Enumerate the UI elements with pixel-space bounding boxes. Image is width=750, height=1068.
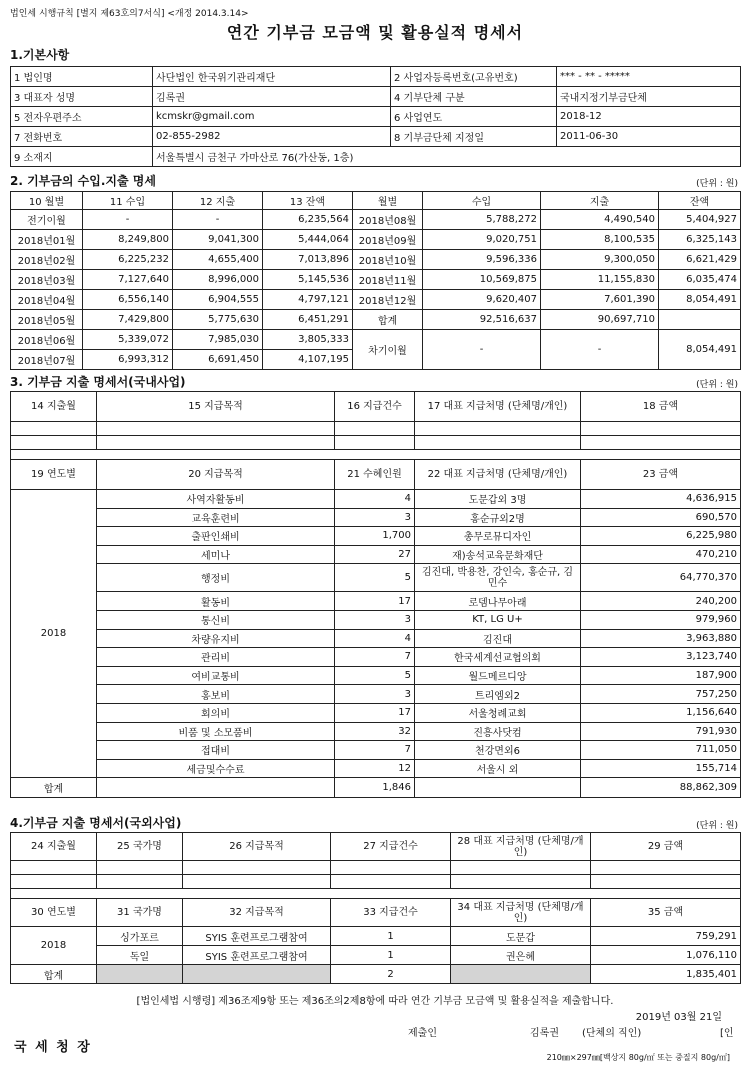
month-cell: 2018년05월 bbox=[11, 310, 83, 330]
income-cell: 6,556,140 bbox=[83, 290, 173, 310]
section4-heading: 4.기부금 지출 명세서(국외사업) bbox=[10, 816, 182, 830]
column-header: 22 대표 지급처명 (단체명/개인) bbox=[415, 460, 581, 490]
income-cell: 10,569,875 bbox=[423, 270, 541, 290]
empty-cell bbox=[11, 422, 97, 436]
income-cell: 8,249,800 bbox=[83, 230, 173, 250]
column-header: 30 연도별 bbox=[11, 899, 97, 927]
field-label: 7 전화번호 bbox=[11, 127, 153, 147]
payee-cell: 월드메르디앙 bbox=[415, 666, 581, 685]
table-row bbox=[11, 490, 741, 509]
carry-expense: - bbox=[541, 330, 659, 370]
payee-cell: 트리엠외2 bbox=[415, 685, 581, 704]
empty-row bbox=[11, 436, 741, 450]
expense-cell: 6,904,555 bbox=[173, 290, 263, 310]
income-cell: 9,020,751 bbox=[423, 230, 541, 250]
expense-cell: 5,775,630 bbox=[173, 310, 263, 330]
section3-heading: 3. 기부금 지출 명세서(국내사업) bbox=[10, 375, 186, 389]
count-cell: 1 bbox=[331, 946, 451, 965]
income-expense-table bbox=[10, 191, 741, 370]
basic-info-row bbox=[11, 127, 741, 147]
payee-cell: 도문갑외 3명 bbox=[415, 490, 581, 509]
balance-cell: 6,621,429 bbox=[659, 250, 741, 270]
balance-cell: 4,107,195 bbox=[263, 350, 353, 370]
table-row bbox=[11, 666, 741, 685]
purpose-cell: 차량유지비 bbox=[97, 629, 335, 648]
balance-cell: 6,035,474 bbox=[659, 270, 741, 290]
header-row bbox=[11, 192, 741, 210]
count-cell: 5 bbox=[335, 564, 415, 592]
basic-info-row bbox=[11, 67, 741, 87]
income-cell: 5,788,272 bbox=[423, 210, 541, 230]
empty-cell bbox=[97, 861, 183, 875]
purpose-cell: 접대비 bbox=[97, 741, 335, 760]
column-header: 10 월별 bbox=[11, 192, 83, 210]
total-count: 1,846 bbox=[335, 778, 415, 798]
carry-label: 차기이월 bbox=[353, 330, 423, 370]
field-value: 02-855-2982 bbox=[153, 127, 391, 147]
field-value: *** - ** - ***** bbox=[557, 67, 741, 87]
field-label: 6 사업연도 bbox=[391, 107, 557, 127]
expense-cell: 9,300,050 bbox=[541, 250, 659, 270]
payee-cell: 총무로뮤디자인 bbox=[415, 527, 581, 546]
header-row bbox=[11, 460, 741, 490]
field-label: 5 전자우편주소 bbox=[11, 107, 153, 127]
purpose-cell: 행정비 bbox=[97, 564, 335, 592]
submitter-label: 제출인 bbox=[408, 1028, 437, 1039]
table-row bbox=[11, 629, 741, 648]
balance-cell: 5,145,536 bbox=[263, 270, 353, 290]
empty-cell bbox=[331, 861, 451, 875]
table-row bbox=[11, 250, 741, 270]
total-label: 합계 bbox=[11, 965, 97, 984]
country-cell: 독일 bbox=[97, 946, 183, 965]
submitter-name: 김록권 bbox=[530, 1028, 559, 1039]
purpose-cell: 회의비 bbox=[97, 703, 335, 722]
field-value: kcmskr@gmail.com bbox=[153, 107, 391, 127]
column-header: 21 수혜인원 bbox=[335, 460, 415, 490]
count-cell: 3 bbox=[335, 508, 415, 527]
address-value: 서울특별시 금천구 가마산로 76(가산동, 1층) bbox=[153, 147, 741, 167]
income-cell: - bbox=[83, 210, 173, 230]
balance-cell: 8,054,491 bbox=[659, 290, 741, 310]
column-header: 잔액 bbox=[659, 192, 741, 210]
table-row bbox=[11, 946, 741, 965]
total-amount: 1,835,401 bbox=[591, 965, 741, 984]
empty-cell bbox=[183, 875, 331, 889]
balance-cell: 3,805,333 bbox=[263, 330, 353, 350]
payee-cell: 서울시 외 bbox=[415, 759, 581, 778]
count-cell: 1,700 bbox=[335, 527, 415, 546]
field-value: 2011-06-30 bbox=[557, 127, 741, 147]
spacer-row bbox=[11, 889, 741, 899]
purpose-cell: 관리비 bbox=[97, 648, 335, 667]
expense-cell: - bbox=[173, 210, 263, 230]
month-cell: 2018년08월 bbox=[353, 210, 423, 230]
payee-cell: 김진대, 박용찬, 강인숙, 홍순규, 김민수 bbox=[415, 564, 581, 592]
spacer-cell bbox=[11, 889, 741, 899]
table-row bbox=[11, 270, 741, 290]
amount-cell: 3,963,880 bbox=[581, 629, 741, 648]
column-header: 15 지급목적 bbox=[97, 392, 335, 422]
amount-cell: 155,714 bbox=[581, 759, 741, 778]
column-header: 32 지급목적 bbox=[183, 899, 331, 927]
carry-balance: 8,054,491 bbox=[659, 330, 741, 370]
empty-cell bbox=[97, 436, 335, 450]
payee-cell: 권은혜 bbox=[451, 946, 591, 965]
expense-cell: 4,655,400 bbox=[173, 250, 263, 270]
country-cell: 싱가포르 bbox=[97, 927, 183, 946]
count-cell: 12 bbox=[335, 759, 415, 778]
balance-cell: 5,404,927 bbox=[659, 210, 741, 230]
amount-cell: 6,225,980 bbox=[581, 527, 741, 546]
empty-cell bbox=[591, 875, 741, 889]
balance-cell: 6,235,564 bbox=[263, 210, 353, 230]
basic-info-row bbox=[11, 87, 741, 107]
month-cell: 2018년10월 bbox=[353, 250, 423, 270]
column-header: 19 연도별 bbox=[11, 460, 97, 490]
income-cell: 92,516,637 bbox=[423, 310, 541, 330]
section1-heading: 1.기본사항 bbox=[10, 48, 70, 62]
paper-spec: 210㎜×297㎜[백상지 80g/㎡ 또는 중질지 80g/㎡] bbox=[546, 1053, 730, 1062]
field-value: 국내지정기부금단체 bbox=[557, 87, 741, 107]
month-cell: 2018년12월 bbox=[353, 290, 423, 310]
empty-cell bbox=[581, 436, 741, 450]
purpose-cell: 세금및수수료 bbox=[97, 759, 335, 778]
empty-row bbox=[11, 422, 741, 436]
column-header: 27 지급건수 bbox=[331, 833, 451, 861]
field-value: 2018-12 bbox=[557, 107, 741, 127]
total-label: 합계 bbox=[11, 778, 97, 798]
payee-cell: 도문갑 bbox=[451, 927, 591, 946]
header-row bbox=[11, 833, 741, 861]
total-row bbox=[11, 965, 741, 984]
expense-cell: 11,155,830 bbox=[541, 270, 659, 290]
expense-cell: 90,697,710 bbox=[541, 310, 659, 330]
field-label: 4 기부단체 구분 bbox=[391, 87, 557, 107]
balance-cell bbox=[659, 310, 741, 330]
table-row bbox=[11, 330, 741, 350]
tax-office-name: 국 세 청 장 bbox=[14, 1040, 92, 1055]
column-header: 월별 bbox=[353, 192, 423, 210]
count-cell: 4 bbox=[335, 490, 415, 509]
shaded-cell bbox=[183, 965, 331, 984]
address-row bbox=[11, 147, 741, 167]
table-row bbox=[11, 722, 741, 741]
expense-cell: 7,601,390 bbox=[541, 290, 659, 310]
amount-cell: 3,123,740 bbox=[581, 648, 741, 667]
expense-cell: 8,996,000 bbox=[173, 270, 263, 290]
column-header: 26 지급목적 bbox=[183, 833, 331, 861]
seal-mark: [인 bbox=[720, 1028, 734, 1039]
balance-cell: 7,013,896 bbox=[263, 250, 353, 270]
empty-cell bbox=[451, 875, 591, 889]
income-cell: 9,620,407 bbox=[423, 290, 541, 310]
amount-cell: 690,570 bbox=[581, 508, 741, 527]
column-header: 11 수입 bbox=[83, 192, 173, 210]
balance-cell: 6,325,143 bbox=[659, 230, 741, 250]
purpose-cell: 출판인쇄비 bbox=[97, 527, 335, 546]
form-regulation-note: 법인세 시행규칙 [별지 제63호의7서식] <개정 2014.3.14> bbox=[10, 9, 249, 19]
domestic-expense-table bbox=[10, 391, 741, 798]
carry-income: - bbox=[423, 330, 541, 370]
purpose-cell: SYIS 훈련프로그램참여 bbox=[183, 946, 331, 965]
empty-cell bbox=[451, 861, 591, 875]
year-cell: 2018 bbox=[11, 927, 97, 965]
empty-cell bbox=[331, 875, 451, 889]
amount-cell: 64,770,370 bbox=[581, 564, 741, 592]
submission-date: 2019년 03월 21일 bbox=[635, 1012, 722, 1023]
total-row bbox=[11, 778, 741, 798]
empty-cell bbox=[183, 861, 331, 875]
count-cell: 3 bbox=[335, 610, 415, 629]
purpose-cell: 사역자활동비 bbox=[97, 490, 335, 509]
section4-unit: (단위 : 원) bbox=[696, 821, 738, 831]
amount-cell: 711,050 bbox=[581, 741, 741, 760]
count-cell: 32 bbox=[335, 722, 415, 741]
purpose-cell: 비품 및 소모품비 bbox=[97, 722, 335, 741]
table-row bbox=[11, 592, 741, 611]
empty-cell bbox=[97, 875, 183, 889]
amount-cell: 791,930 bbox=[581, 722, 741, 741]
balance-cell: 4,797,121 bbox=[263, 290, 353, 310]
count-cell: 7 bbox=[335, 741, 415, 760]
empty-cell bbox=[581, 422, 741, 436]
table-row bbox=[11, 508, 741, 527]
empty-row bbox=[11, 861, 741, 875]
section2-unit: (단위 : 원) bbox=[696, 179, 738, 189]
payee-cell: 김진대 bbox=[415, 629, 581, 648]
count-cell: 3 bbox=[335, 685, 415, 704]
count-cell: 27 bbox=[335, 545, 415, 564]
field-value: 김록권 bbox=[153, 87, 391, 107]
amount-cell: 1,076,110 bbox=[591, 946, 741, 965]
spacer-cell bbox=[11, 450, 741, 460]
column-header: 17 대표 지급처명 (단체명/개인) bbox=[415, 392, 581, 422]
table-row bbox=[11, 685, 741, 704]
income-cell: 6,225,232 bbox=[83, 250, 173, 270]
month-cell: 2018년02월 bbox=[11, 250, 83, 270]
amount-cell: 4,636,915 bbox=[581, 490, 741, 509]
amount-cell: 470,210 bbox=[581, 545, 741, 564]
expense-cell: 4,490,540 bbox=[541, 210, 659, 230]
field-label: 3 대표자 성명 bbox=[11, 87, 153, 107]
header-row bbox=[11, 392, 741, 422]
expense-cell: 9,041,300 bbox=[173, 230, 263, 250]
amount-cell: 240,200 bbox=[581, 592, 741, 611]
count-cell: 1 bbox=[331, 927, 451, 946]
purpose-cell: 여비교통비 bbox=[97, 666, 335, 685]
column-header: 29 금액 bbox=[591, 833, 741, 861]
field-label: 2 사업자등록번호(고유번호) bbox=[391, 67, 557, 87]
empty-cell bbox=[415, 422, 581, 436]
payee-cell: 진흥사닷컴 bbox=[415, 722, 581, 741]
payee-cell: 재)송석교육문화재단 bbox=[415, 545, 581, 564]
amount-cell: 979,960 bbox=[581, 610, 741, 629]
table-row bbox=[11, 210, 741, 230]
purpose-cell: 홍보비 bbox=[97, 685, 335, 704]
column-header: 13 잔액 bbox=[263, 192, 353, 210]
column-header: 25 국가명 bbox=[97, 833, 183, 861]
count-cell: 4 bbox=[335, 629, 415, 648]
field-label: 9 소재지 bbox=[11, 147, 153, 167]
month-cell: 2018년01월 bbox=[11, 230, 83, 250]
column-header: 18 금액 bbox=[581, 392, 741, 422]
section2-heading: 2. 기부금의 수입.지출 명세 bbox=[10, 174, 156, 188]
purpose-cell: SYIS 훈련프로그램참여 bbox=[183, 927, 331, 946]
header-row bbox=[11, 899, 741, 927]
table-row bbox=[11, 703, 741, 722]
table-row bbox=[11, 741, 741, 760]
expense-cell: 7,985,030 bbox=[173, 330, 263, 350]
overseas-expense-table bbox=[10, 832, 741, 984]
column-header: 23 금액 bbox=[581, 460, 741, 490]
amount-cell: 759,291 bbox=[591, 927, 741, 946]
signature-note: (단체의 직인) bbox=[582, 1028, 642, 1039]
payee-cell: 로뎀나무아래 bbox=[415, 592, 581, 611]
basic-info-row bbox=[11, 107, 741, 127]
month-cell: 전기이월 bbox=[11, 210, 83, 230]
shaded-cell bbox=[97, 965, 183, 984]
empty-cell bbox=[11, 861, 97, 875]
year-cell: 2018 bbox=[11, 490, 97, 778]
document-title: 연간 기부금 모금액 및 활용실적 명세서 bbox=[226, 23, 524, 42]
income-cell: 7,429,800 bbox=[83, 310, 173, 330]
table-row bbox=[11, 648, 741, 667]
spacer-row bbox=[11, 450, 741, 460]
table-row bbox=[11, 310, 741, 330]
column-header: 12 지출 bbox=[173, 192, 263, 210]
income-cell: 5,339,072 bbox=[83, 330, 173, 350]
month-cell: 2018년03월 bbox=[11, 270, 83, 290]
empty-cell bbox=[97, 422, 335, 436]
column-header: 35 금액 bbox=[591, 899, 741, 927]
empty-cell bbox=[335, 436, 415, 450]
purpose-cell: 교육훈련비 bbox=[97, 508, 335, 527]
purpose-cell: 세미나 bbox=[97, 545, 335, 564]
field-label: 8 기부금단체 지정일 bbox=[391, 127, 557, 147]
basic-info-table bbox=[10, 66, 741, 167]
field-label: 1 법인명 bbox=[11, 67, 153, 87]
income-cell: 9,596,336 bbox=[423, 250, 541, 270]
table-row bbox=[11, 230, 741, 250]
empty-cell bbox=[11, 436, 97, 450]
payee-cell: 한국세계선교협의회 bbox=[415, 648, 581, 667]
empty-row bbox=[11, 875, 741, 889]
total-count: 2 bbox=[331, 965, 451, 984]
month-cell: 2018년11월 bbox=[353, 270, 423, 290]
table-row bbox=[11, 927, 741, 946]
balance-cell: 6,451,291 bbox=[263, 310, 353, 330]
table-row bbox=[11, 527, 741, 546]
empty-cell bbox=[335, 422, 415, 436]
total-amount: 88,862,309 bbox=[581, 778, 741, 798]
table-row bbox=[11, 610, 741, 629]
purpose-cell: 활동비 bbox=[97, 592, 335, 611]
income-cell: 7,127,640 bbox=[83, 270, 173, 290]
month-cell: 2018년04월 bbox=[11, 290, 83, 310]
section3-unit: (단위 : 원) bbox=[696, 380, 738, 390]
payee-cell: 서울청례교회 bbox=[415, 703, 581, 722]
amount-cell: 1,156,640 bbox=[581, 703, 741, 722]
count-cell: 7 bbox=[335, 648, 415, 667]
payee-cell: KT, LG U+ bbox=[415, 610, 581, 629]
field-value: 사단법인 한국위기관리재단 bbox=[153, 67, 391, 87]
empty-cell bbox=[97, 778, 335, 798]
table-row bbox=[11, 564, 741, 592]
empty-cell bbox=[11, 875, 97, 889]
column-header: 28 대표 지급처명 (단체명/개인) bbox=[451, 833, 591, 861]
expense-cell: 6,691,450 bbox=[173, 350, 263, 370]
table-row bbox=[11, 545, 741, 564]
declaration-text: [법인세법 시행령] 제36조제9항 또는 제36조의2제8항에 따라 연간 기부금 모금액 및 활용실적을 제출합니다. bbox=[136, 996, 614, 1007]
payee-cell: 천강면외6 bbox=[415, 741, 581, 760]
empty-cell bbox=[415, 436, 581, 450]
purpose-cell: 통신비 bbox=[97, 610, 335, 629]
column-header: 지출 bbox=[541, 192, 659, 210]
column-header: 34 대표 지급처명 (단체명/개인) bbox=[451, 899, 591, 927]
table-row bbox=[11, 290, 741, 310]
amount-cell: 757,250 bbox=[581, 685, 741, 704]
column-header: 20 지급목적 bbox=[97, 460, 335, 490]
balance-cell: 5,444,064 bbox=[263, 230, 353, 250]
column-header: 33 지급건수 bbox=[331, 899, 451, 927]
month-cell: 합계 bbox=[353, 310, 423, 330]
column-header: 수입 bbox=[423, 192, 541, 210]
expense-cell: 8,100,535 bbox=[541, 230, 659, 250]
column-header: 14 지출월 bbox=[11, 392, 97, 422]
empty-cell bbox=[591, 861, 741, 875]
column-header: 31 국가명 bbox=[97, 899, 183, 927]
payee-cell: 홍순규외2명 bbox=[415, 508, 581, 527]
shaded-cell bbox=[451, 965, 591, 984]
count-cell: 17 bbox=[335, 703, 415, 722]
month-cell: 2018년07월 bbox=[11, 350, 83, 370]
count-cell: 5 bbox=[335, 666, 415, 685]
amount-cell: 187,900 bbox=[581, 666, 741, 685]
count-cell: 17 bbox=[335, 592, 415, 611]
month-cell: 2018년09월 bbox=[353, 230, 423, 250]
table-row bbox=[11, 759, 741, 778]
income-cell: 6,993,312 bbox=[83, 350, 173, 370]
column-header: 24 지출월 bbox=[11, 833, 97, 861]
column-header: 16 지급건수 bbox=[335, 392, 415, 422]
empty-cell bbox=[415, 778, 581, 798]
month-cell: 2018년06월 bbox=[11, 330, 83, 350]
